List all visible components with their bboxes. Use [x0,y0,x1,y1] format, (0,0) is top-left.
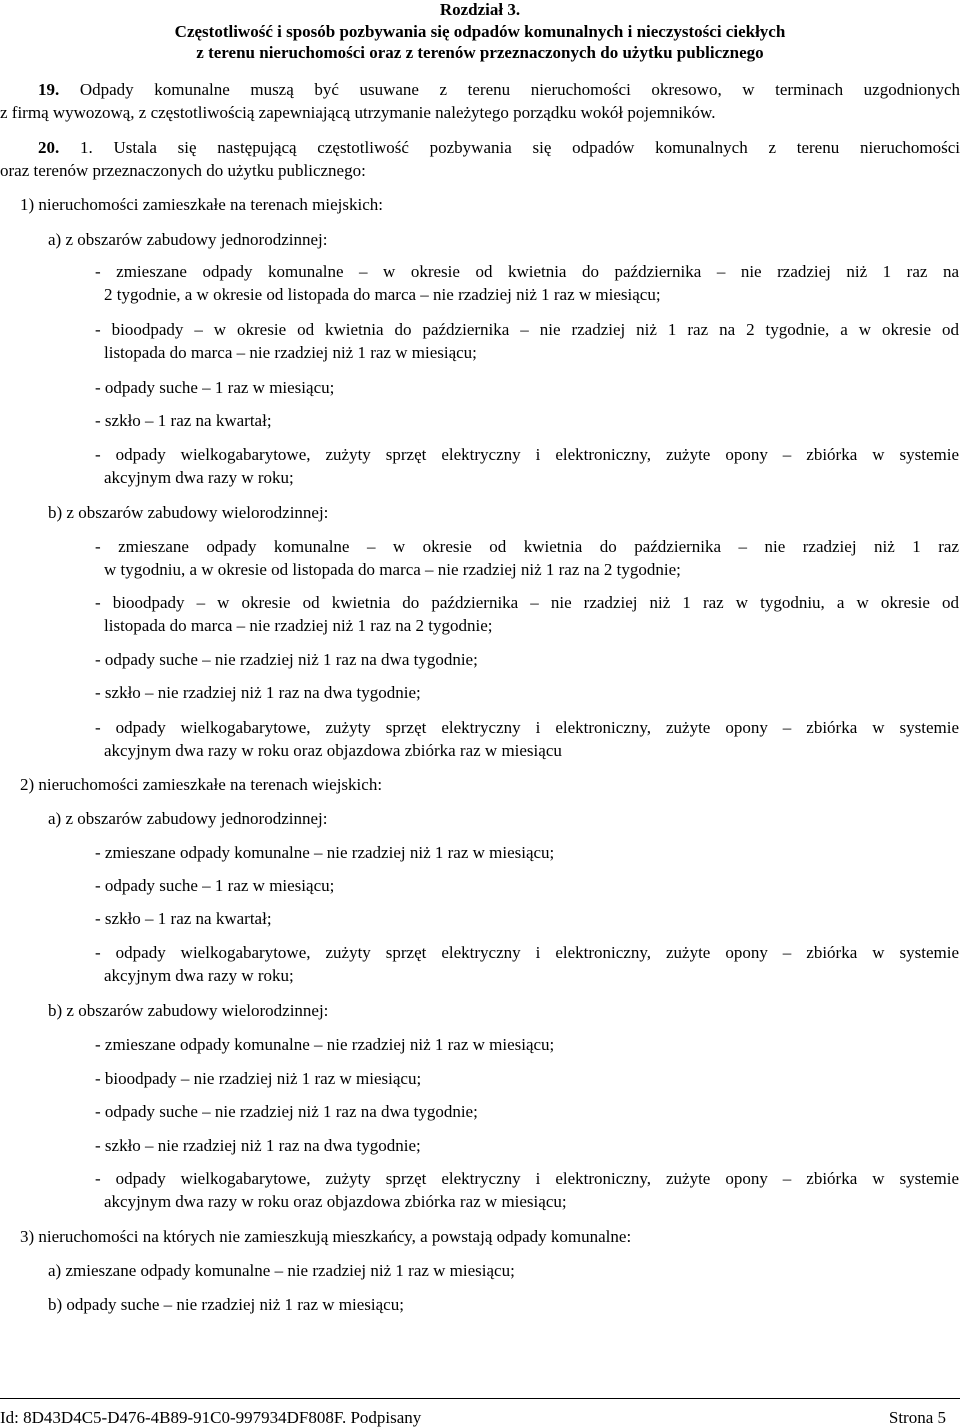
point-2b-item-1: - zmieszane odpady komunalne – nie rzadziej niż 1 raz w miesiącu; [95,1035,555,1054]
point-1a-item-2-line-2: listopada do marca – nie rzadziej niż 1 raz w miesiącu; [104,343,477,362]
paragraph-19-number: 19. [38,80,60,99]
point-2a-item-2: - odpady suche – 1 raz w miesiącu; [95,876,335,895]
point-1a-item-5-line-1: - odpady wielkogabarytowe, zużyty sprzęt elektryczny i elektroniczny, zużyte opony – zbiórka w systemie [95,445,959,464]
point-2a-item-1: - zmieszane odpady komunalne – nie rzadziej niż 1 raz w miesiącu; [95,843,555,862]
point-2-heading: 2) nieruchomości zamieszkałe na terenach wiejskich: [20,775,383,794]
point-2b-item-5-line-2: akcyjnym dwa razy w roku oraz objazdowa zbiórka raz w miesiącu; [104,1192,567,1211]
point-1b-item-5-line-1: - odpady wielkogabarytowe, zużyty sprzęt elektryczny i elektroniczny, zużyte opony – zbiórka w systemie [95,718,959,737]
chapter-subtitle-line-1: Częstotliwość i sposób pozbywania się odpadów komunalnych i nieczystości ciekłych [174,22,786,41]
paragraph-19-line-2: z firmą wywozową, z częstotliwością zapewniającą utrzymanie należytego porządku wokół pojemników. [0,103,716,122]
point-1b-heading: b) z obszarów zabudowy wielorodzinnej: [48,503,329,522]
point-1a-heading: a) z obszarów zabudowy jednorodzinnej: [48,230,328,249]
point-1b-item-1-line-2: w tygodniu, a w okresie od listopada do marca – nie rzadziej niż 1 raz na 2 tygodnie; [104,560,681,579]
point-1a-item-2-line-1: - bioodpady – w okresie od kwietnia do października – nie rzadziej niż 1 raz na 2 tygodnie, a w okresie od [95,320,959,339]
paragraph-20-subnumber: 1. [80,138,93,157]
paragraph-20-line-1: 20. 1. Ustala się następującą częstotliwość pozbywania się odpadów komunalnych z terenu nieruchomości [38,138,960,157]
point-2b-item-5-line-1: - odpady wielkogabarytowe, zużyty sprzęt elektryczny i elektroniczny, zużyte opony – zbiórka w systemie [95,1169,959,1188]
point-3a: a) zmieszane odpady komunalne – nie rzadziej niż 1 raz w miesiącu; [48,1261,515,1280]
point-1a-item-1-line-1: - zmieszane odpady komunalne – w okresie od kwietnia do października – nie rzadziej niż 1 raz na [95,262,959,281]
point-2a-item-3: - szkło – 1 raz na kwartał; [95,909,272,928]
paragraph-20-line-2: oraz terenów przeznaczonych do użytku publicznego: [0,161,366,180]
paragraph-20-number: 20. [38,138,60,157]
chapter-subtitle-line-2: z terenu nieruchomości oraz z terenów przeznaczonych do użytku publicznego [196,43,764,62]
point-1b-item-3: - odpady suche – nie rzadziej niż 1 raz na dwa tygodnie; [95,650,478,669]
point-1b-item-1-line-1: - zmieszane odpady komunalne – w okresie od kwietnia do października – nie rzadziej niż 1 raz [95,537,959,556]
point-2a-heading: a) z obszarów zabudowy jednorodzinnej: [48,809,328,828]
footer-divider [0,1398,960,1399]
point-2b-item-4: - szkło – nie rzadziej niż 1 raz na dwa tygodnie; [95,1136,421,1155]
point-1b-item-4: - szkło – nie rzadziej niż 1 raz na dwa tygodnie; [95,683,421,702]
point-3-heading: 3) nieruchomości na których nie zamieszkują mieszkańcy, a powstają odpady komunalne: [20,1227,632,1246]
point-2b-item-3: - odpady suche – nie rzadziej niż 1 raz na dwa tygodnie; [95,1102,478,1121]
point-1b-item-2-line-2: listopada do marca – nie rzadziej niż 1 raz na 2 tygodnie; [104,616,493,635]
point-2b-heading: b) z obszarów zabudowy wielorodzinnej: [48,1001,329,1020]
footer-page-number: Strona 5 [888,1408,946,1427]
footer-document-id: Id: 8D43D4C5-D476-4B89-91C0-997934DF808F. Podpisany [0,1408,422,1427]
point-1-heading: 1) nieruchomości zamieszkałe na terenach miejskich: [20,195,383,214]
point-1b-item-2-line-1: - bioodpady – w okresie od kwietnia do października – nie rzadziej niż 1 raz w tygodniu, a w okresie od [95,593,959,612]
point-1a-item-3: - odpady suche – 1 raz w miesiącu; [95,378,335,397]
point-2a-item-4-line-2: akcyjnym dwa razy w roku; [104,966,294,985]
point-1a-item-4: - szkło – 1 raz na kwartał; [95,411,272,430]
point-1a-item-5-line-2: akcyjnym dwa razy w roku; [104,468,294,487]
point-2a-item-4-line-1: - odpady wielkogabarytowe, zużyty sprzęt elektryczny i elektroniczny, zużyte opony – zbiórka w systemie [95,943,959,962]
chapter-title: Rozdział 3. [439,0,521,19]
point-2b-item-2: - bioodpady – nie rzadziej niż 1 raz w miesiącu; [95,1069,422,1088]
point-3b: b) odpady suche – nie rzadziej niż 1 raz w miesiącu; [48,1295,404,1314]
point-1b-item-5-line-2: akcyjnym dwa razy w roku oraz objazdowa zbiórka raz w miesiącu [104,741,562,760]
paragraph-19-line-1: 19. Odpady komunalne muszą być usuwane z terenu nieruchomości okresowo, w terminach uzgodnionych [38,80,960,99]
point-1a-item-1-line-2: 2 tygodnie, a w okresie od listopada do marca – nie rzadziej niż 1 raz w miesiącu; [104,285,661,304]
